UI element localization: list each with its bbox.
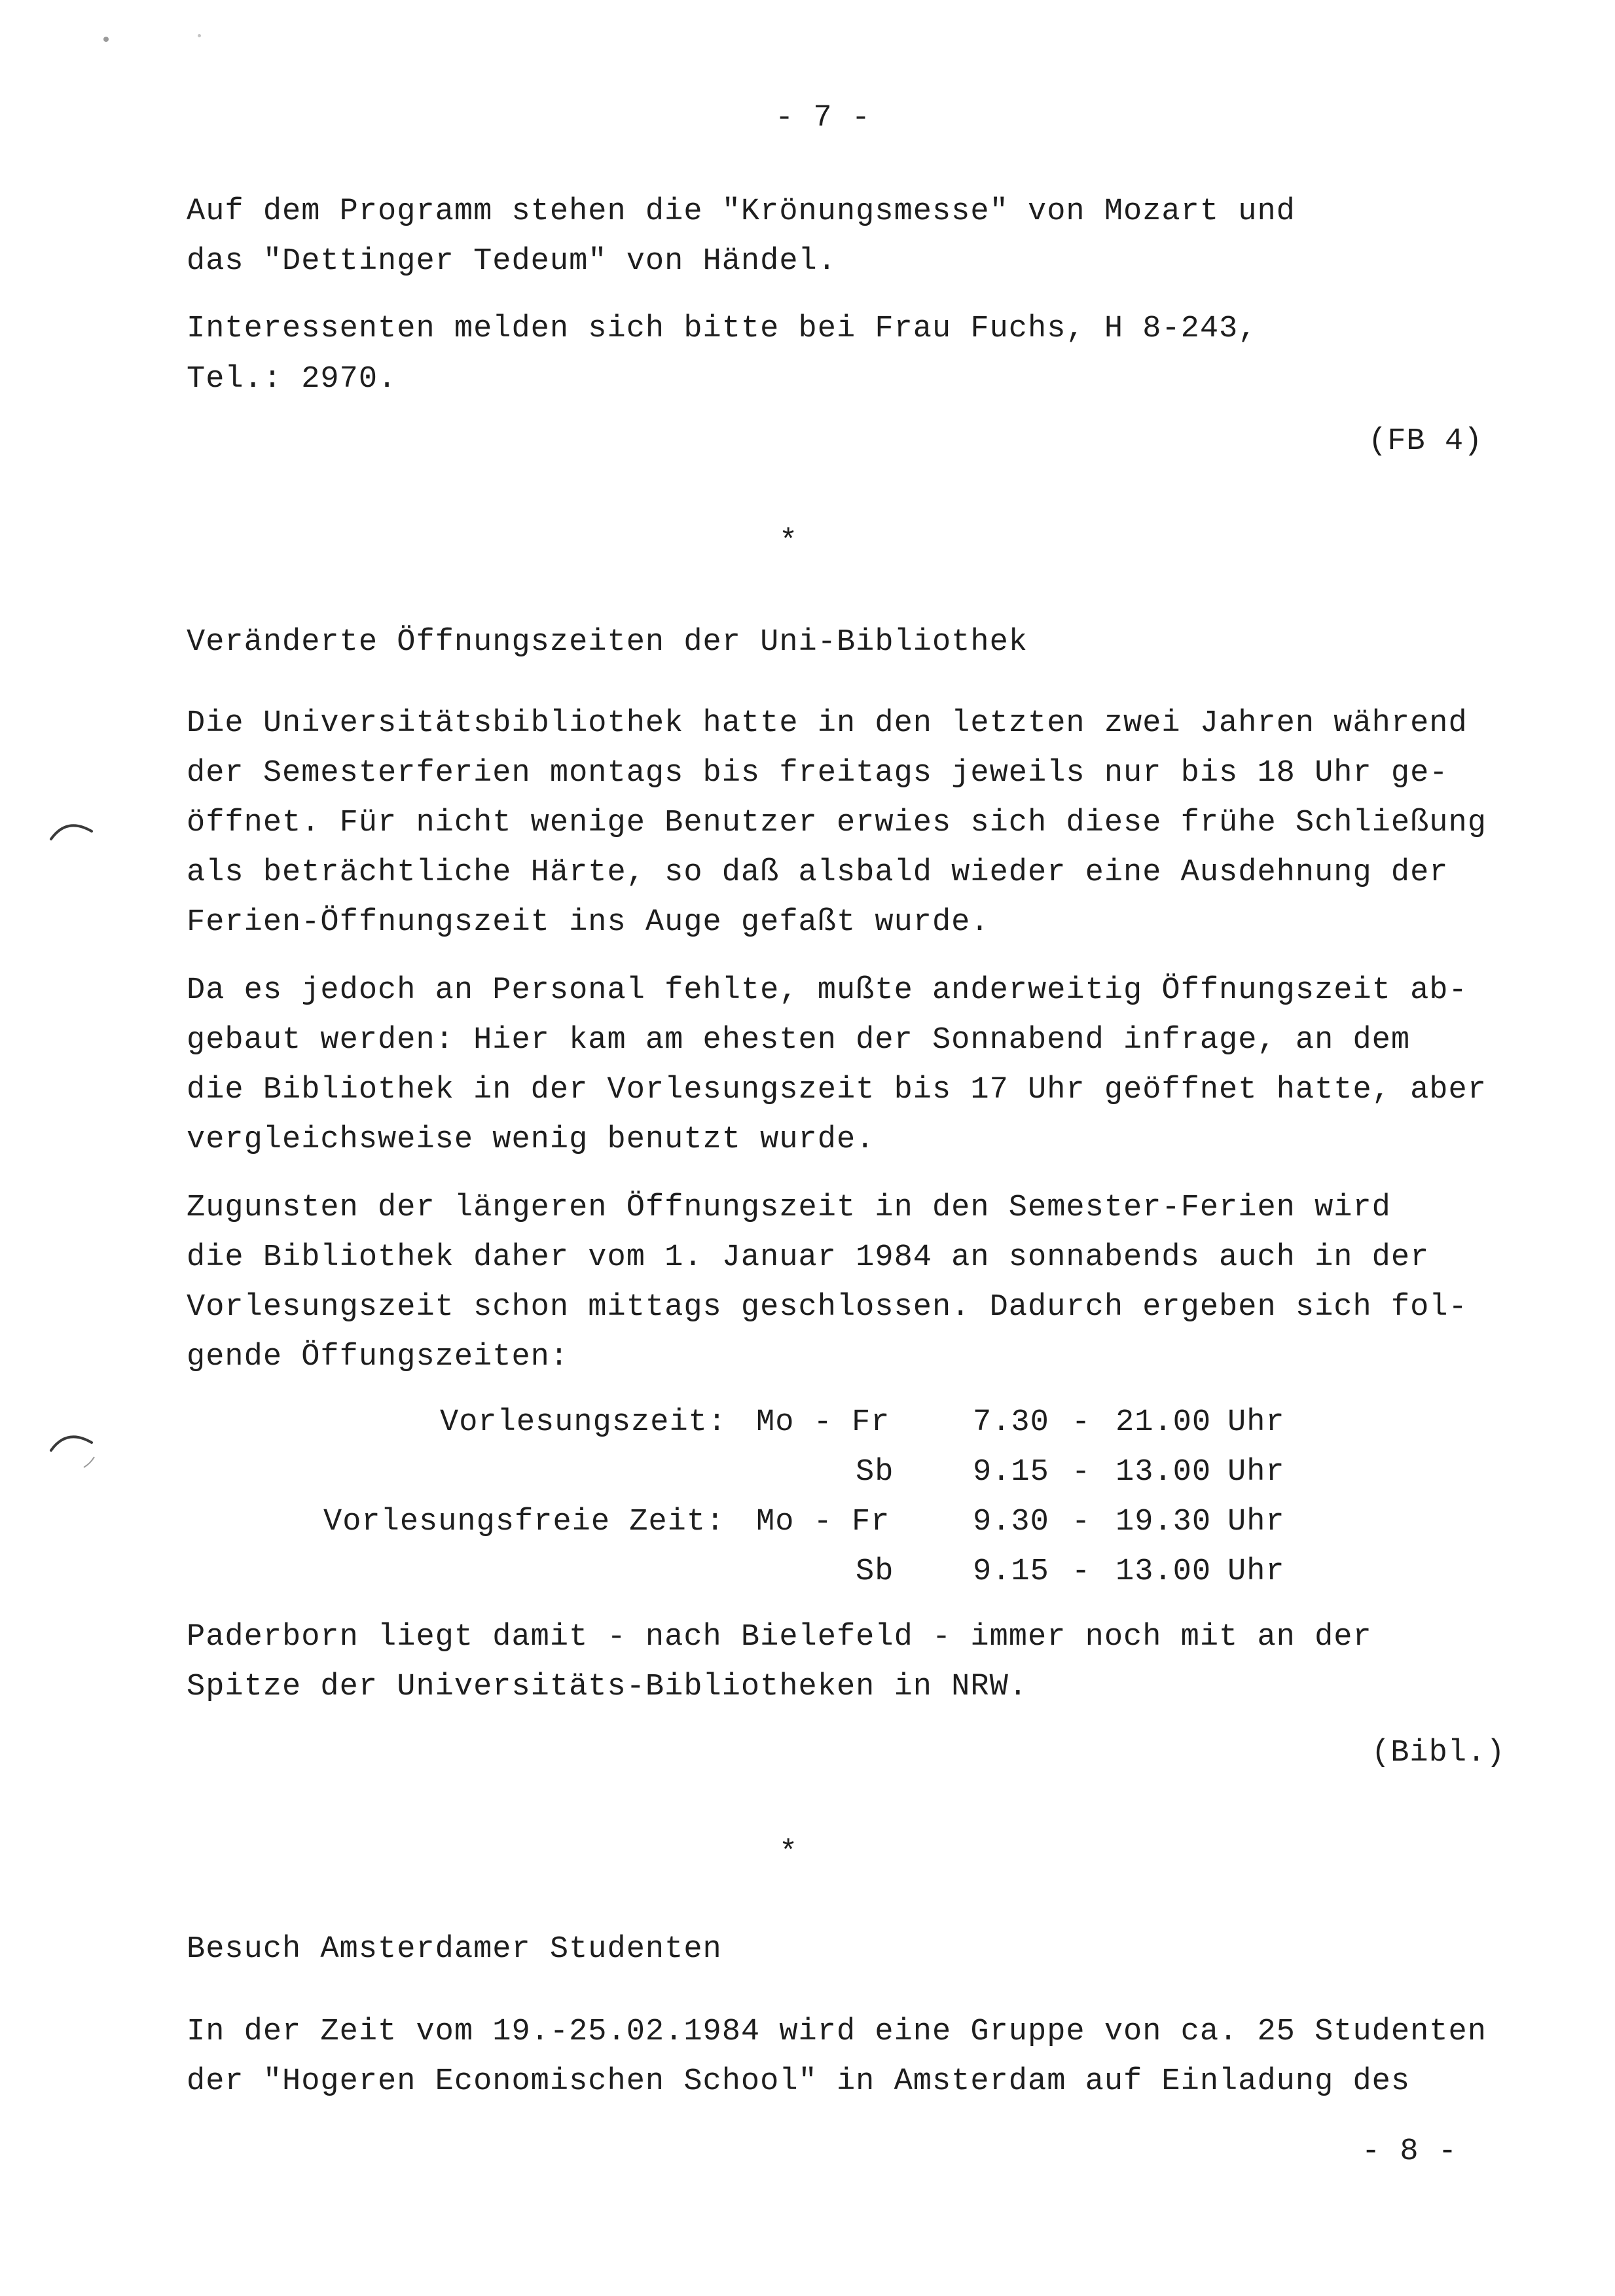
- library-paragraph-3-line-4: gende Öffungszeiten:: [187, 1340, 570, 1374]
- schedule-dash: -: [1072, 1405, 1091, 1440]
- library-paragraph-1-line-2: der Semesterferien montags bis freitags jeweils nur bis 18 Uhr ge-: [187, 756, 1449, 791]
- intro-paragraph-2-line-1: Interessenten melden sich bitte bei Frau Fuchs, H 8-243,: [187, 312, 1258, 346]
- library-paragraph-3-line-2: die Bibliothek daher vom 1. Januar 1984 an sonnabends auch in der: [187, 1240, 1430, 1275]
- intro-paragraph-2-line-2: Tel.: 2970.: [187, 362, 397, 397]
- schedule-unit: Uhr: [1227, 1455, 1285, 1490]
- library-paragraph-3-line-1: Zugunsten der längeren Öffnungszeit in den Semester-Ferien wird: [187, 1191, 1391, 1225]
- library-heading: Veränderte Öffnungszeiten der Uni-Bibliothek: [187, 625, 1028, 660]
- schedule-dash: -: [1072, 1554, 1091, 1589]
- library-paragraph-2-line-2: gebaut werden: Hier kam am ehesten der Sonnabend infrage, an dem: [187, 1023, 1411, 1058]
- schedule-period: Vorlesungsfreie Zeit:: [323, 1505, 725, 1539]
- separator-asterisk: *: [779, 525, 799, 560]
- schedule-from: 7.30: [973, 1405, 1049, 1440]
- amsterdam-heading: Besuch Amsterdamer Studenten: [187, 1932, 722, 1967]
- library-paragraph-1-line-1: Die Universitätsbibliothek hatte in den letzten zwei Jahren während: [187, 706, 1468, 741]
- amsterdam-paragraph-1-line-2: der "Hogeren Economischen School" in Amsterdam auf Einladung des: [187, 2064, 1411, 2099]
- intro-paragraph-1-line-2: das "Dettinger Tedeum" von Händel.: [187, 244, 837, 279]
- scan-speck: [103, 37, 109, 42]
- library-source: (Bibl.): [1371, 1736, 1506, 1770]
- library-paragraph-2-line-1: Da es jedoch an Personal fehlte, mußte anderweitig Öffnungszeit ab-: [187, 973, 1468, 1008]
- schedule-from: 9.15: [973, 1455, 1049, 1490]
- schedule-days: Mo - Fr: [756, 1405, 890, 1440]
- amsterdam-paragraph-1-line-1: In der Zeit vom 19.-25.02.1984 wird eine Gruppe von ca. 25 Studenten: [187, 2015, 1487, 2049]
- intro-source: (FB 4): [1368, 424, 1483, 459]
- library-paragraph-1-line-5: Ferien-Öffnungszeit ins Auge gefaßt wurde.: [187, 905, 990, 940]
- page-number-top: - 7 -: [775, 101, 871, 135]
- library-paragraph-4-line-2: Spitze der Universitäts-Bibliotheken in NRW.: [187, 1670, 1028, 1704]
- library-paragraph-2-line-3: die Bibliothek in der Vorlesungszeit bis 17 Uhr geöffnet hatte, aber: [187, 1073, 1487, 1107]
- schedule-from: 9.15: [973, 1554, 1049, 1589]
- schedule-days: Mo - Fr: [756, 1505, 890, 1539]
- library-paragraph-1-line-4: als beträchtliche Härte, so daß alsbald wieder eine Ausdehnung der: [187, 855, 1449, 890]
- schedule-unit: Uhr: [1227, 1405, 1285, 1440]
- library-paragraph-1-line-3: öffnet. Für nicht wenige Benutzer erwies sich diese frühe Schließung: [187, 806, 1487, 840]
- page-number-bottom: - 8 -: [1362, 2134, 1458, 2169]
- schedule-to: 19.30: [1116, 1505, 1212, 1539]
- library-paragraph-4-line-1: Paderborn liegt damit - nach Bielefeld - immer noch mit an der: [187, 1620, 1372, 1655]
- schedule-to: 13.00: [1116, 1554, 1212, 1589]
- schedule-unit: Uhr: [1227, 1505, 1285, 1539]
- schedule-from: 9.30: [973, 1505, 1049, 1539]
- schedule-to: 21.00: [1116, 1405, 1212, 1440]
- schedule-period: Vorlesungszeit:: [440, 1405, 727, 1440]
- library-paragraph-2-line-4: vergleichsweise wenig benutzt wurde.: [187, 1122, 875, 1157]
- library-paragraph-3-line-3: Vorlesungszeit schon mittags geschlossen. Dadurch ergeben sich fol-: [187, 1290, 1468, 1325]
- separator-asterisk: *: [779, 1836, 799, 1871]
- punch-hole-mark: [46, 812, 98, 851]
- schedule-dash: -: [1072, 1455, 1091, 1490]
- schedule-to: 13.00: [1116, 1455, 1212, 1490]
- schedule-days: Sb: [856, 1455, 894, 1490]
- punch-hole-mark: [46, 1420, 98, 1479]
- intro-paragraph-1-line-1: Auf dem Programm stehen die "Krönungsmesse" von Mozart und: [187, 194, 1296, 229]
- schedule-unit: Uhr: [1227, 1554, 1285, 1589]
- schedule-dash: -: [1072, 1505, 1091, 1539]
- schedule-days: Sb: [856, 1554, 894, 1589]
- scan-speck: [198, 34, 201, 37]
